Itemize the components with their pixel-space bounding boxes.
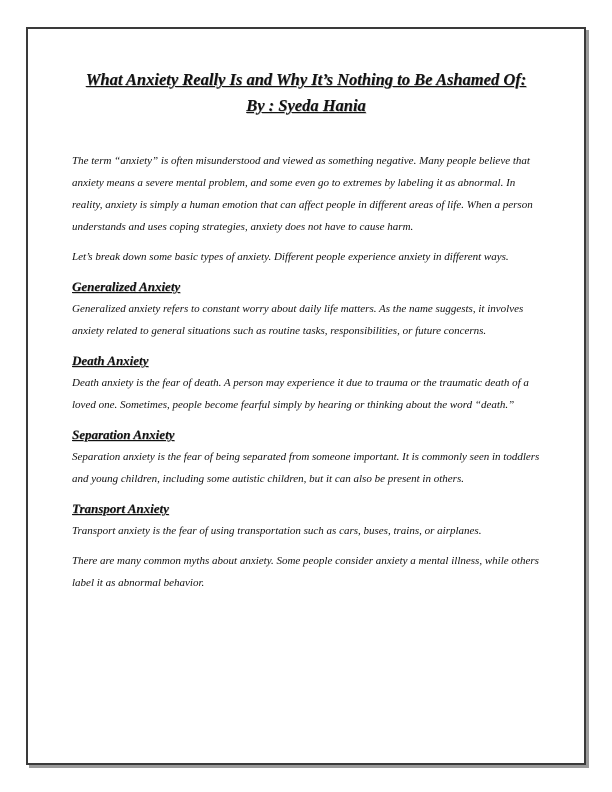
section-body-generalized-anxiety: Generalized anxiety refers to constant worry about daily life matters. As the name suggests, it involves anxiety related to general situations such as routine tasks, responsibilities, or future concerns. (72, 303, 524, 337)
section-body-transport-anxiety: Transport anxiety is the fear of using transportation such as cars, buses, trains, or airplanes. (72, 525, 482, 537)
author-line: By : Syeda Hania (246, 96, 366, 115)
section-heading-death-anxiety: Death Anxiety (72, 353, 149, 368)
section-heading-transport-anxiety: Transport Anxiety (72, 501, 169, 516)
section-heading-generalized-anxiety: Generalized Anxiety (72, 279, 181, 294)
closing-paragraph: There are many common myths about anxiety. Some people consider anxiety a mental illness, while others label it as abnormal behavior. (72, 555, 539, 589)
intro-paragraph: The term “anxiety” is often misunderstood and viewed as something negative. Many people believe that anxiety means a severe mental problem, and some even go to extremes by labeling it as abnormal. In reality, anxiety is simply a human emotion that can affect people in different areas of life. When a person understands and uses coping strategies, anxiety does not have to cause harm. (72, 155, 533, 233)
document-title: What Anxiety Really Is and Why It’s Nothing to Be Ashamed Of: (85, 70, 527, 89)
section-body-separation-anxiety: Separation anxiety is the fear of being separated from someone important. It is commonly seen in toddlers and young children, including some autistic children, but it can also be present in others. (72, 451, 540, 485)
types-intro-paragraph: Let’s break down some basic types of anxiety. Different people experience anxiety in different ways. (72, 251, 509, 263)
document-body (72, 70, 540, 594)
section-heading-separation-anxiety: Separation Anxiety (72, 427, 175, 442)
section-body-death-anxiety: Death anxiety is the fear of death. A person may experience it due to trauma or the traumatic death of a loved one. Sometimes, people become fearful simply by hearing or thinking about the word “death.” (72, 377, 529, 411)
